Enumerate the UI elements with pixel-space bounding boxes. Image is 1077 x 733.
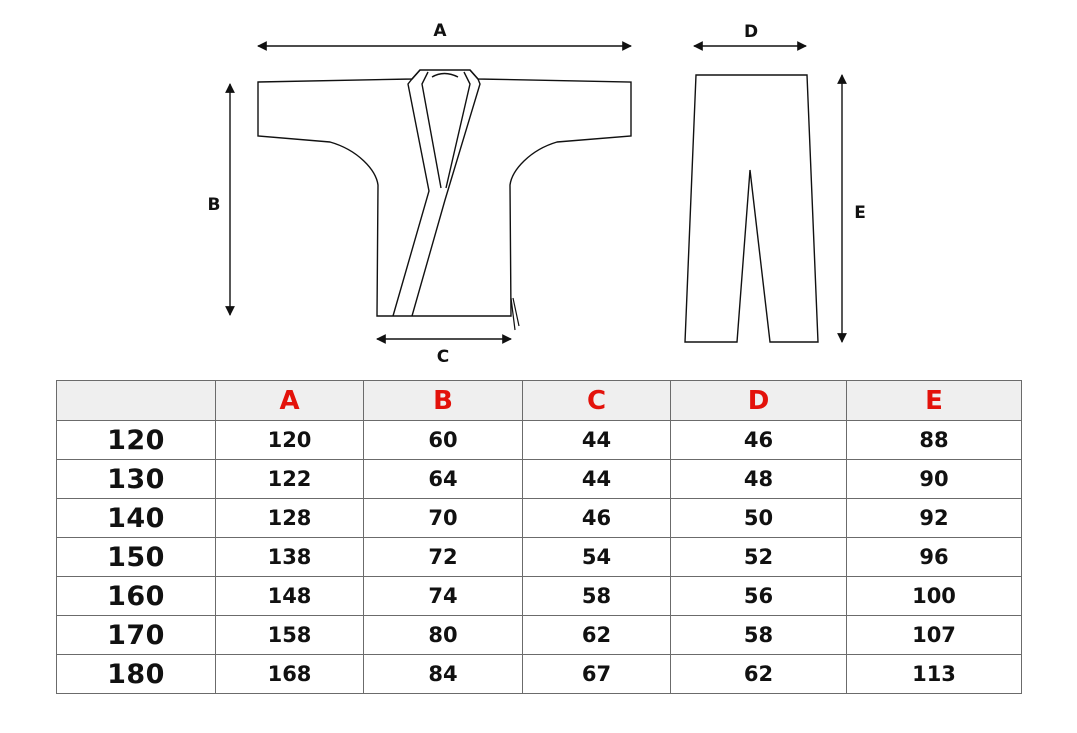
table-row [57, 538, 1022, 577]
dimension-label-b: B [207, 195, 221, 215]
measurement-cell: 67 [523, 655, 671, 694]
measurement-cell: 100 [847, 577, 1022, 616]
header-cell-a: A [216, 381, 364, 421]
measurement-cell: 58 [523, 577, 671, 616]
measurement-cell: 72 [364, 538, 523, 577]
size-cell: 180 [57, 655, 216, 694]
measurement-cell: 84 [364, 655, 523, 694]
measurement-cell: 120 [216, 421, 364, 460]
header-cell-e: E [847, 381, 1022, 421]
size-cell: 170 [57, 616, 216, 655]
measurement-cell: 58 [671, 616, 847, 655]
measurement-cell: 62 [523, 616, 671, 655]
measurement-cell: 88 [847, 421, 1022, 460]
header-cell-d: D [671, 381, 847, 421]
measurement-cell: 90 [847, 460, 1022, 499]
measurement-cell: 138 [216, 538, 364, 577]
measurement-cell: 48 [671, 460, 847, 499]
table-row [57, 655, 1022, 694]
jacket-outline [258, 70, 631, 316]
jacket-tie [511, 298, 519, 330]
measurement-cell: 44 [523, 421, 671, 460]
measurement-cell: 148 [216, 577, 364, 616]
header-cell-size [57, 381, 216, 421]
measurement-cell: 113 [847, 655, 1022, 694]
measurement-cell: 46 [523, 499, 671, 538]
table-row [57, 460, 1022, 499]
header-cell-b: B [364, 381, 523, 421]
size-cell: 160 [57, 577, 216, 616]
dimension-label-d: D [743, 22, 759, 42]
size-cell: 120 [57, 421, 216, 460]
dimension-label-c: C [436, 347, 450, 367]
measurement-cell: 62 [671, 655, 847, 694]
measurement-cell: 92 [847, 499, 1022, 538]
size-cell: 150 [57, 538, 216, 577]
measurement-cell: 74 [364, 577, 523, 616]
measurement-cell: 44 [523, 460, 671, 499]
measurement-cell: 60 [364, 421, 523, 460]
table-row [57, 499, 1022, 538]
table-row [57, 577, 1022, 616]
table-row [57, 421, 1022, 460]
measurement-cell: 52 [671, 538, 847, 577]
dimension-label-a: A [433, 21, 447, 41]
size-chart-table [56, 380, 1022, 694]
measurement-cell: 56 [671, 577, 847, 616]
measurement-cell: 122 [216, 460, 364, 499]
measurement-cell: 96 [847, 538, 1022, 577]
measurement-cell: 158 [216, 616, 364, 655]
measurement-cell: 50 [671, 499, 847, 538]
measurement-cell: 54 [523, 538, 671, 577]
size-cell: 130 [57, 460, 216, 499]
measurement-cell: 168 [216, 655, 364, 694]
table-row [57, 616, 1022, 655]
table-header-row [57, 381, 1022, 421]
measurement-cell: 107 [847, 616, 1022, 655]
header-cell-c: C [523, 381, 671, 421]
measurement-cell: 128 [216, 499, 364, 538]
dimension-label-e: E [854, 203, 866, 223]
measurement-cell: 80 [364, 616, 523, 655]
measurement-cell: 70 [364, 499, 523, 538]
measurement-cell: 46 [671, 421, 847, 460]
measurement-cell: 64 [364, 460, 523, 499]
size-cell: 140 [57, 499, 216, 538]
pants-outline [685, 75, 818, 342]
